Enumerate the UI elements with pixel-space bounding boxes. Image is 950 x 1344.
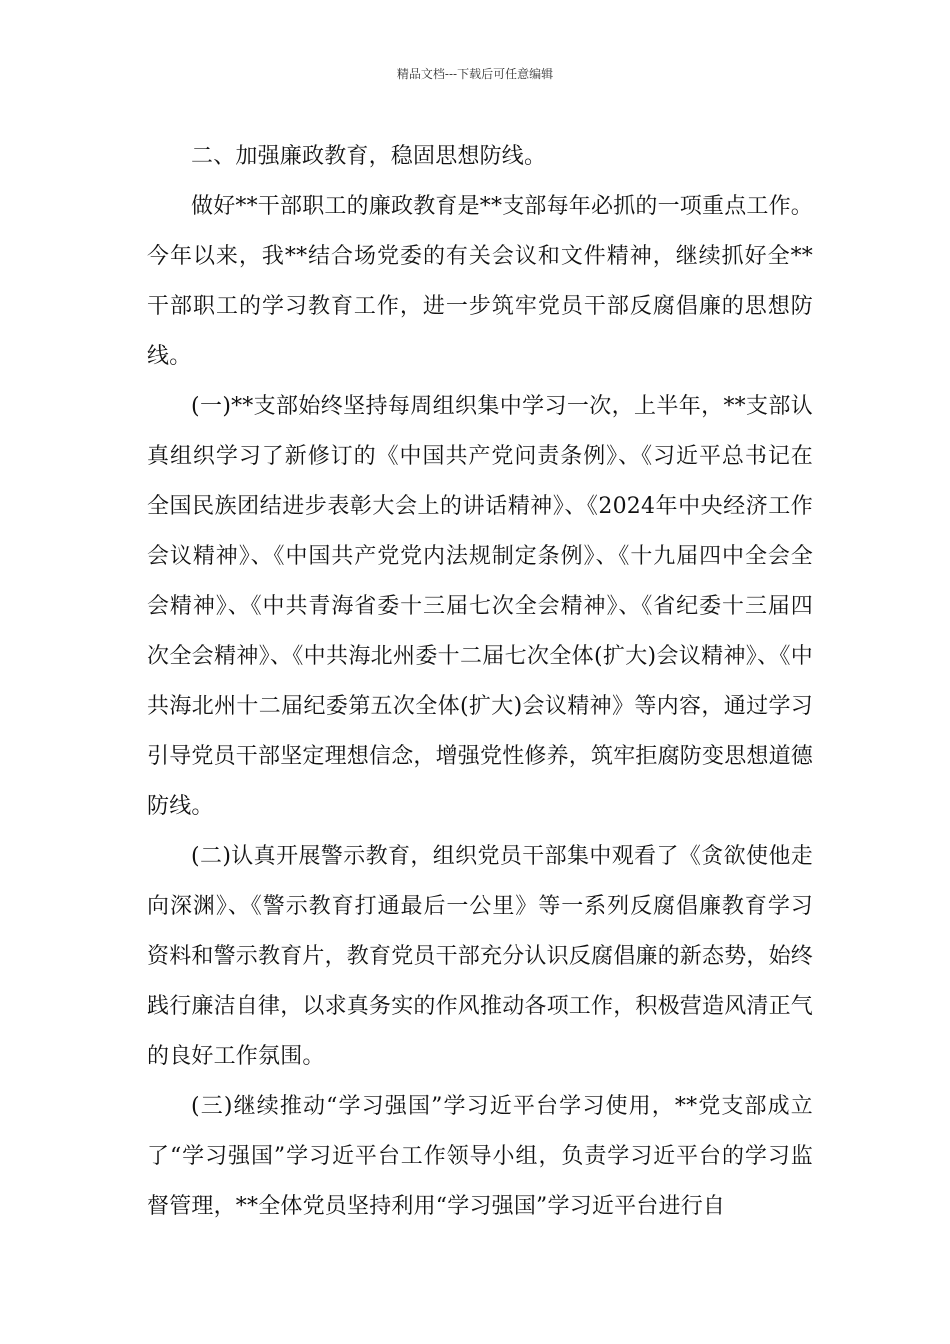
- paragraph-item-2: (二)认真开展警示教育，组织党员干部集中观看了《贪欲使他走向深渊》、《警示教育打通最后一公里》等一系列反腐倡廉教育学习资料和警示教育片，教育党员干部充分认识反腐倡廉的新态势，始终践行廉洁自律，以求真务实的作风推动各项工作，积极营造风清正气的良好工作氛围。: [147, 844, 814, 1069]
- paragraph-item-1: (一)**支部始终坚持每周组织集中学习一次，上半年，**支部认真组织学习了新修订的《中国共产党问责条例》、《习近平总书记在全国民族团结进步表彰大会上的讲话精神》、《2024年中央经济工作会议精神》、《中国共产党党内法规制定条例》、《十九届四中全会全会精神》、《中共青海省委十三届七次全会精神》、《省纪委十三届四次全会精神》、《中共海北州委十二届七次全体(扩大)会议精神》、《中共海北州十二届纪委第五次全体(扩大)会议精神》等内容，通过学习引导党员干部坚定理想信念，增强党性修养，筑牢拒腐防变思想道德防线。: [147, 394, 814, 819]
- paragraph-item-3: (三)继续推动“学习强国”学习近平台学习使用，**党支部成立了“学习强国”学习近平台工作领导小组，负责学习近平台的学习监督管理，**全体党员坚持利用“学习强国”学习近平台进行自: [147, 1094, 813, 1219]
- paragraph-intro: 做好**干部职工的廉政教育是**支部每年必抓的一项重点工作。今年以来，我**结合场党委的有关会议和文件精神，继续抓好全**干部职工的学习教育工作，进一步筑牢党员干部反腐倡廉的思想防线。: [147, 194, 814, 369]
- page-header: 精品文档---下载后可任意编辑: [396, 67, 554, 81]
- section-heading: 二、加强廉政教育，稳固思想防线。: [191, 144, 547, 169]
- document-body: [147, 132, 813, 1232]
